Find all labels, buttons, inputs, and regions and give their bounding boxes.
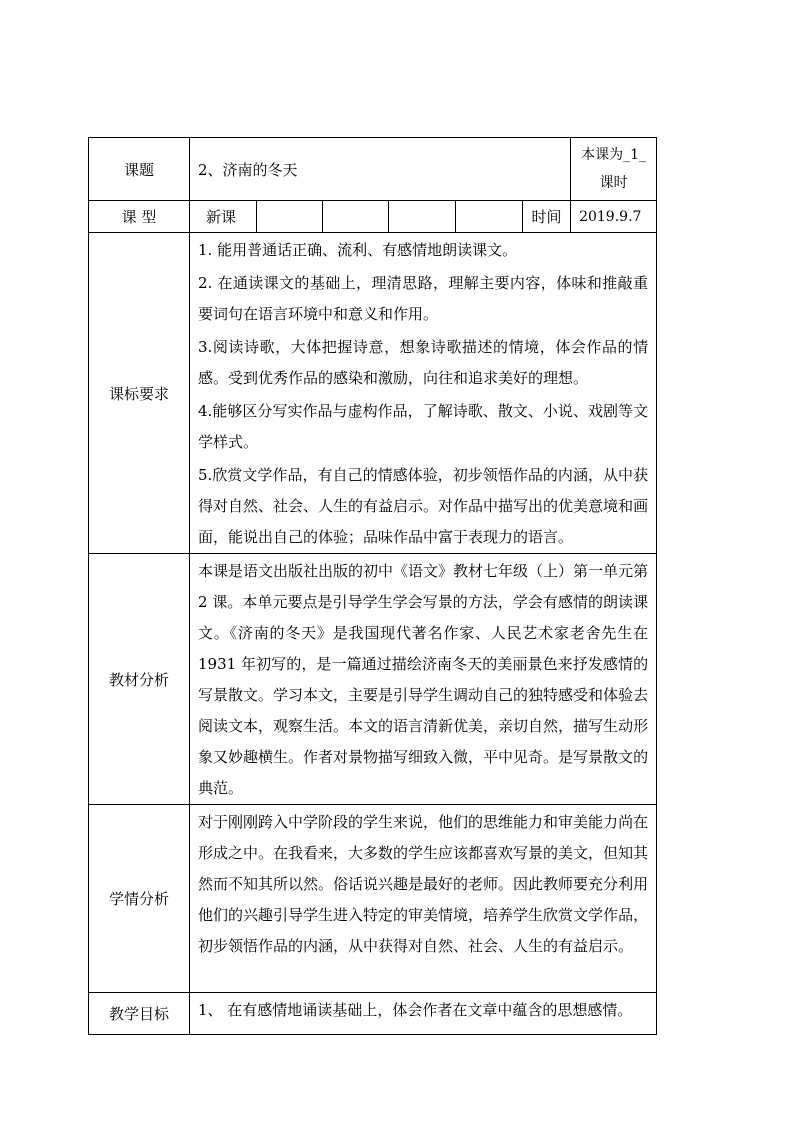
topic-label: 课题	[89, 138, 190, 201]
textbook-content	[190, 554, 657, 805]
students-label: 学情分析	[89, 805, 190, 993]
topic-value: 2、济南的冬天	[190, 138, 571, 201]
goals-content	[190, 993, 657, 1035]
lesson-count-cell	[571, 138, 657, 201]
blank-cell	[257, 201, 323, 233]
standards-item: 3.阅读诗歌，大体把握诗意，想象诗歌描述的情境，体会作品的情感。受到优秀作品的感染和激励，向往和追求美好的理想。	[198, 338, 649, 387]
students-row	[89, 805, 657, 993]
standards-item: 2. 在通读课文的基础上，理清思路，理解主要内容，体味和推敲重要词句在语言环境中和意义和作用。	[198, 274, 649, 323]
lesson-plan-table	[88, 137, 657, 1035]
students-text: 对于刚刚跨入中学阶段的学生来说，他们的思维能力和审美能力尚在形成之中。在我看来，大多数的学生应该都喜欢写景的美文，但知其然而不知其所以然。俗话说兴趣是最好的老师。因此教师要充分利用他们的兴趣引导学生进入特定的审美情境，培养学生欣赏文学作品，初步领悟作品的内涵，从中获得对自然、社会、人生的有益启示。	[198, 813, 649, 955]
goals-label: 教学目标	[89, 993, 190, 1035]
textbook-label: 教材分析	[89, 554, 190, 805]
time-label: 时间	[523, 201, 571, 233]
lesson-count-line1: 本课为_1_	[581, 147, 647, 163]
lesson-count-line2: 课时	[599, 175, 628, 191]
blank-cell	[323, 201, 389, 233]
goals-item: 1、 在有感情地诵读基础上，体会作者在文章中蕴含的思想感情。	[198, 1001, 633, 1019]
textbook-text: 本课是语文出版社出版的初中《语文》教材七年级（上）第一单元第 2 课。本单元要点是引导学生学会写景的方法，学会有感情的朗读课文。《济南的冬天》是我国现代著名作家、人民艺术家老舍先生在 1931 年初写的，是一篇通过描绘济南冬天的美丽景色来抒发感情的写景散文。学习本文，主要是引导学生调动自己的独特感受和体验去阅读文本，观察生活。本文的语言清新优美，亲切自然，描写生动形象又妙趣横生。作者对景物描写细致入微，平中见奇。是写景散文的典范。	[198, 562, 649, 797]
blank-cell	[389, 201, 456, 233]
type-row	[89, 201, 657, 233]
standards-label: 课标要求	[89, 233, 190, 554]
standards-item: 5.欣赏文学作品，有自己的情感体验，初步领悟作品的内涵，从中获得对自然、社会、人生的有益启示。对作品中描写出的优美意境和画面，能说出自己的体验；品味作品中富于表现力的语言。	[198, 466, 649, 546]
topic-row	[89, 138, 657, 201]
textbook-row	[89, 554, 657, 805]
type-value: 新课	[190, 201, 257, 233]
standards-item: 4.能够区分写实作品与虚构作品，了解诗歌、散文、小说、戏剧等文学样式。	[198, 402, 649, 451]
time-value: 2019.9.7	[571, 201, 657, 233]
goals-row	[89, 993, 657, 1035]
type-label: 课 型	[89, 201, 190, 233]
students-content	[190, 805, 657, 993]
standards-item: 1. 能用普通话正确、流利、有感情地朗读课文。	[198, 241, 518, 259]
standards-row	[89, 233, 657, 554]
standards-content	[190, 233, 657, 554]
blank-cell	[456, 201, 523, 233]
